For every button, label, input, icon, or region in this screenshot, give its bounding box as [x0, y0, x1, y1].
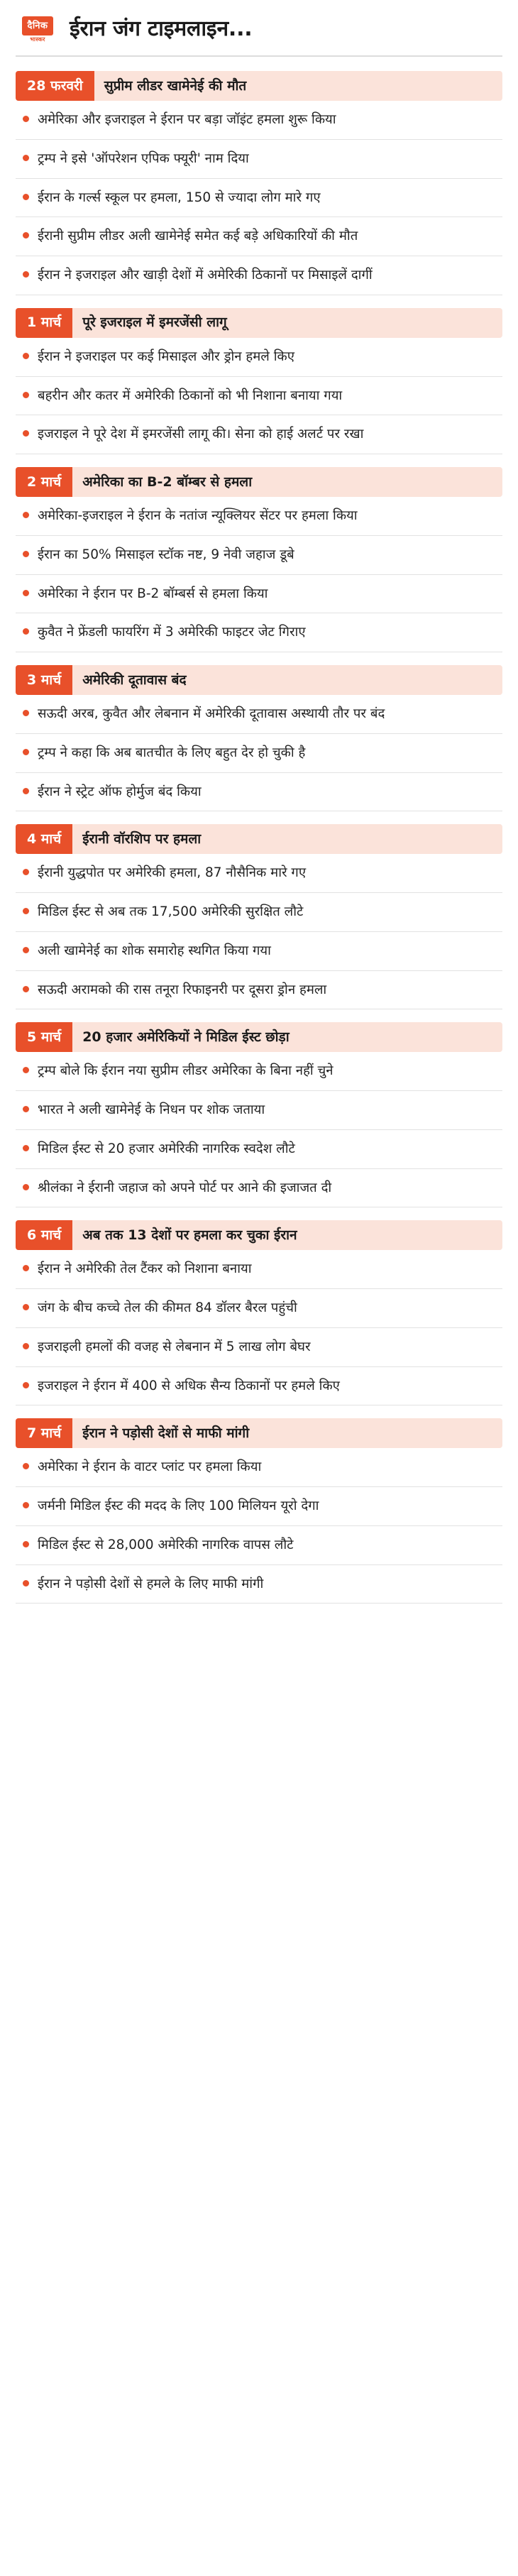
- dainik-bhaskar-logo-icon: [16, 13, 60, 45]
- bullet-icon: [23, 749, 29, 755]
- bullet-icon: [23, 590, 29, 596]
- page-header: [0, 0, 518, 53]
- timeline-section: [16, 665, 502, 811]
- list-item-text: ईरान ने स्ट्रेट ऑफ होर्मुज बंद किया: [38, 784, 202, 799]
- list-item: [16, 338, 502, 377]
- section-header: [16, 824, 502, 854]
- list-item-text: मिडिल ईस्ट से अब तक 17,500 अमेरिकी सुरक्षित लौटे: [38, 904, 304, 919]
- list-item-text: अमेरिका-इजराइल ने ईरान के नतांज न्यूक्लियर सेंटर पर हमला किया: [38, 508, 358, 523]
- list-item-text: ट्रम्प ने इसे 'ऑपरेशन एपिक फ्यूरी' नाम दिया: [38, 150, 249, 166]
- list-item: [16, 932, 502, 971]
- section-date: 3 मार्च: [16, 665, 72, 695]
- list-item: [16, 1526, 502, 1565]
- bullet-icon: [23, 628, 29, 635]
- list-item: [16, 217, 502, 256]
- section-date: 5 मार्च: [16, 1022, 72, 1052]
- list-item: [16, 101, 502, 140]
- list-item: [16, 971, 502, 1010]
- list-item-text: ईरान ने अमेरिकी तेल टैंकर को निशाना बनाया: [38, 1261, 252, 1277]
- list-item: [16, 179, 502, 218]
- timeline-section: [16, 1418, 502, 1604]
- bullet-icon: [23, 1343, 29, 1349]
- list-item: [16, 140, 502, 179]
- bullet-icon: [23, 1463, 29, 1469]
- list-item-text: भारत ने अली खामेनेई के निधन पर शोक जताया: [38, 1102, 265, 1117]
- bullet-icon: [23, 551, 29, 557]
- bullet-icon: [23, 788, 29, 794]
- section-title: सुप्रीम लीडर खामेनेई की मौत: [104, 77, 247, 94]
- list-item: [16, 1487, 502, 1526]
- bullet-icon: [23, 710, 29, 716]
- timeline-section: [16, 1022, 502, 1207]
- timeline-sections: [0, 57, 518, 1604]
- bullet-icon: [23, 155, 29, 161]
- bullet-icon: [23, 1265, 29, 1271]
- list-item-text: ईरानी युद्धपोत पर अमेरिकी हमला, 87 नौसैनिक मारे गए: [38, 865, 307, 881]
- list-item-text: इजराइली हमलों की वजह से लेबनान में 5 लाख लोग बेघर: [38, 1339, 311, 1354]
- section-items: [16, 1448, 502, 1604]
- section-title: अमेरिका का B-2 बॉम्बर से हमला: [82, 473, 253, 490]
- bullet-icon: [23, 353, 29, 359]
- bullet-icon: [23, 194, 29, 200]
- list-item-text: बहरीन और कतर में अमेरिकी ठिकानों को भी निशाना बनाया गया: [38, 388, 343, 403]
- list-item-text: सऊदी अरब, कुवैत और लेबनान में अमेरिकी दूतावास अस्थायी तौर पर बंद: [38, 706, 385, 721]
- list-item: [16, 1565, 502, 1604]
- list-item: [16, 695, 502, 734]
- section-header: [16, 467, 502, 497]
- bullet-icon: [23, 1382, 29, 1388]
- list-item: [16, 1448, 502, 1487]
- list-item-text: अली खामेनेई का शोक समारोह स्थगित किया गया: [38, 943, 271, 958]
- bullet-icon: [23, 1184, 29, 1190]
- section-date: 1 मार्च: [16, 308, 72, 338]
- list-item: [16, 1250, 502, 1289]
- list-item: [16, 893, 502, 932]
- bullet-icon: [23, 908, 29, 914]
- section-title: अमेरिकी दूतावास बंद: [82, 672, 187, 688]
- logo-subtext: भास्कर: [30, 35, 45, 43]
- section-header: [16, 71, 502, 101]
- bullet-icon: [23, 1145, 29, 1151]
- logo-text: दैनिक: [27, 20, 48, 31]
- section-title: ईरान ने पड़ोसी देशों से माफी मांगी: [82, 1425, 250, 1441]
- section-title: अब तक 13 देशों पर हमला कर चुका ईरान: [82, 1227, 297, 1243]
- list-item: [16, 1289, 502, 1328]
- list-item: [16, 1367, 502, 1406]
- bullet-icon: [23, 1580, 29, 1586]
- bullet-icon: [23, 116, 29, 122]
- timeline-section: [16, 1220, 502, 1405]
- bullet-icon: [23, 392, 29, 398]
- list-item-text: जर्मनी मिडिल ईस्ट की मदद के लिए 100 मिलियन यूरो देगा: [38, 1498, 319, 1513]
- list-item-text: ईरान के गर्ल्स स्कूल पर हमला, 150 से ज्यादा लोग मारे गए: [38, 190, 321, 205]
- bullet-icon: [23, 1541, 29, 1547]
- bullet-icon: [23, 947, 29, 953]
- timeline-section: [16, 824, 502, 1009]
- list-item-text: ईरान का 50% मिसाइल स्टॉक नष्ट, 9 नेवी जहाज डूबे: [38, 547, 294, 562]
- list-item-text: ट्रम्प बोले कि ईरान नया सुप्रीम लीडर अमेरिका के बिना नहीं चुने: [38, 1063, 334, 1079]
- timeline-section: [16, 308, 502, 454]
- section-header: [16, 1220, 502, 1250]
- section-date: 7 मार्च: [16, 1418, 72, 1448]
- list-item: [16, 1130, 502, 1169]
- list-item: [16, 1169, 502, 1208]
- list-item: [16, 415, 502, 454]
- section-header: [16, 1022, 502, 1052]
- list-item: [16, 256, 502, 295]
- section-date: 6 मार्च: [16, 1220, 72, 1250]
- section-items: [16, 101, 502, 295]
- list-item-text: मिडिल ईस्ट से 20 हजार अमेरिकी नागरिक स्वदेश लौटे: [38, 1141, 295, 1156]
- section-items: [16, 695, 502, 811]
- list-item-text: अमेरिका और इजराइल ने ईरान पर बड़ा जॉइंट हमला शुरू किया: [38, 112, 336, 127]
- list-item: [16, 377, 502, 416]
- section-items: [16, 1052, 502, 1207]
- list-item-text: अमेरिका ने ईरान पर B-2 बॉम्बर्स से हमला किया: [38, 586, 268, 601]
- bullet-icon: [23, 869, 29, 875]
- bullet-icon: [23, 232, 29, 239]
- bullet-icon: [23, 1502, 29, 1508]
- section-title: 20 हजार अमेरिकियों ने मिडिल ईस्ट छोड़ा: [82, 1029, 290, 1045]
- list-item-text: ईरानी सुप्रीम लीडर अली खामेनेई समेत कई बड़े अधिकारियों की मौत: [38, 229, 358, 244]
- section-date: 28 फरवरी: [16, 71, 94, 101]
- section-title: पूरे इजराइल में इमरजेंसी लागू: [82, 314, 227, 331]
- list-item: [16, 854, 502, 893]
- list-item-text: ट्रम्प ने कहा कि अब बातचीत के लिए बहुत देर हो चुकी है: [38, 745, 306, 760]
- logo-mark: [22, 16, 53, 35]
- section-items: [16, 854, 502, 1009]
- section-items: [16, 1250, 502, 1405]
- list-item-text: श्रीलंका ने ईरानी जहाज को अपने पोर्ट पर आने की इजाजत दी: [38, 1180, 332, 1195]
- list-item-text: जंग के बीच कच्चे तेल की कीमत 84 डॉलर बैरल पहुंची: [38, 1300, 297, 1315]
- section-items: [16, 497, 502, 652]
- list-item: [16, 773, 502, 812]
- bullet-icon: [23, 1304, 29, 1310]
- list-item-text: इजराइल ने पूरे देश में इमरजेंसी लागू की। सेना को हाई अलर्ट पर रखा: [38, 427, 364, 442]
- section-date: 4 मार्च: [16, 824, 72, 854]
- list-item-text: मिडिल ईस्ट से 28,000 अमेरिकी नागरिक वापस लौटे: [38, 1537, 294, 1552]
- list-item: [16, 613, 502, 652]
- section-title: ईरानी वॉरशिप पर हमला: [82, 831, 202, 847]
- list-item: [16, 575, 502, 614]
- list-item: [16, 1091, 502, 1130]
- list-item-text: अमेरिका ने ईरान के वाटर प्लांट पर हमला किया: [38, 1459, 262, 1475]
- bullet-icon: [23, 512, 29, 518]
- list-item-text: ईरान ने पड़ोसी देशों से हमले के लिए माफी मांगी: [38, 1576, 264, 1591]
- list-item-text: ईरान ने इजराइल और खाड़ी देशों में अमेरिकी ठिकानों पर मिसाइलें दागीं: [38, 268, 373, 283]
- bullet-icon: [23, 1067, 29, 1073]
- page-title: ईरान जंग टाइमलाइन...: [70, 16, 253, 42]
- bullet-icon: [23, 986, 29, 992]
- bullet-icon: [23, 271, 29, 278]
- bullet-icon: [23, 1106, 29, 1112]
- list-item: [16, 497, 502, 536]
- list-item: [16, 1052, 502, 1091]
- timeline-section: [16, 71, 502, 295]
- section-items: [16, 338, 502, 454]
- list-item-text: कुवैत ने फ्रेंडली फायरिंग में 3 अमेरिकी फाइटर जेट गिराए: [38, 625, 306, 640]
- list-item-text: ईरान ने इजराइल पर कई मिसाइल और ड्रोन हमले किए: [38, 349, 294, 364]
- list-item: [16, 1328, 502, 1367]
- section-date: 2 मार्च: [16, 467, 72, 497]
- timeline-section: [16, 467, 502, 652]
- list-item: [16, 734, 502, 773]
- section-header: [16, 665, 502, 695]
- section-header: [16, 308, 502, 338]
- section-header: [16, 1418, 502, 1448]
- bullet-icon: [23, 430, 29, 437]
- list-item-text: इजराइल ने ईरान में 400 से अधिक सैन्य ठिकानों पर हमले किए: [38, 1378, 340, 1393]
- list-item-text: सऊदी अरामको की रास तनूरा रिफाइनरी पर दूसरा ड्रोन हमला: [38, 982, 327, 997]
- list-item: [16, 536, 502, 575]
